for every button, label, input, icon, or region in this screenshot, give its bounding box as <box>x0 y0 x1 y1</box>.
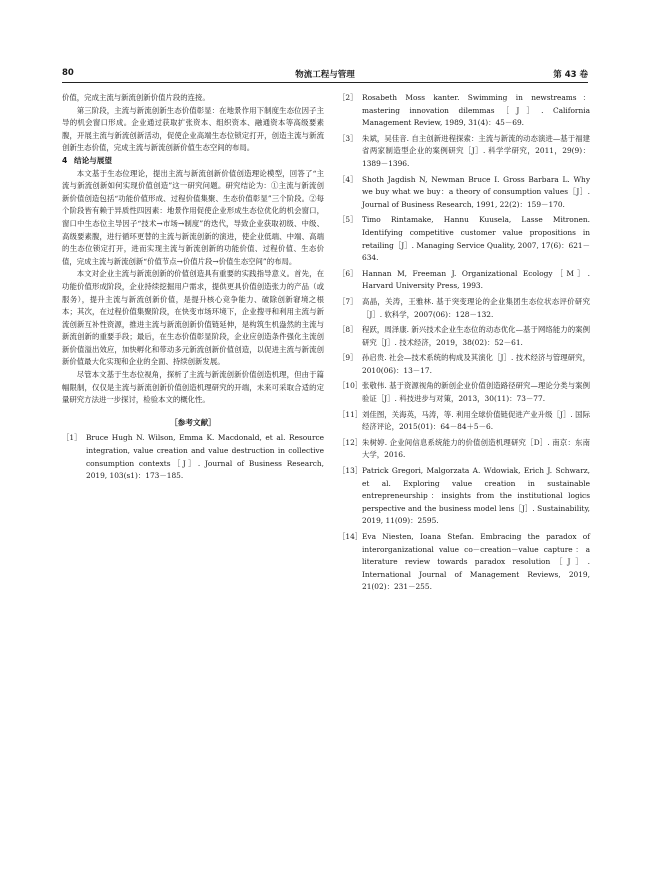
reference-item <box>338 296 590 321</box>
right-column <box>338 92 590 597</box>
reference-number: ［11］ <box>338 409 363 419</box>
reference-item <box>338 465 590 528</box>
reference-text: Bruce Hugh N. Wilson, Emma K. Macdonald, et al. Resource integration, value creation and value destruction in collective consumption contexts［J］. Journal of Business Research, 2019, 103(s1)：173－185. <box>86 433 324 481</box>
paragraph: 本文基于生态位理论，提出主流与新流创新价值创造理论模型，回答了“主流与新流创新如何实现价值创造”这一研究问题。研究结论为：①主流与新流创新价值创造包括“功能价值形成、过程价值集聚、生态价值彰显”三个阶段。②每个阶段皆有赖于异质性四因素：地景作用促使企业形成生态位优化的机会窗口，窗口中生态位主导因子“技术→市场→制度”的迭代，导致企业获取初级、中级、高级要素腹，进行循环更替的主流与新流创新的演进，使企业低端、中端、高端的生态位锁定打开，进而实现主流与新流创新的功能价值、过程价值、生态价值，完成主流与新流创新“价值节点→价值片段→价值生态空间”的布局。 <box>62 168 324 266</box>
reference-item <box>338 380 590 405</box>
reference-item <box>338 92 590 130</box>
reference-number: ［1］ <box>62 433 82 443</box>
references-heading: ［参考文献］ <box>170 417 216 427</box>
reference-number: ［13］ <box>338 466 363 476</box>
reference-item <box>338 268 590 293</box>
volume-label: 第 43 卷 <box>553 70 588 80</box>
reference-number: ［7］ <box>338 296 358 306</box>
reference-item <box>338 437 590 462</box>
paragraph: 本文对企业主流与新流创新的价值创造具有重要的实践指导意义。首先，在功能价值形成阶段，企业持续挖掘用户需求，提供更具价值创造张力的产品（或服务），提升主流与新流创新价值，是提升核心竞争能力、破除创新窘境之根本；其次，在过程价值集聚阶段，在快变市场环境下，企业搜寻和利用主流与新流创新互补性资源，推进主流与新流创新价值链延伸，是构筑生机盎然的主流与新流创新的重要手段；最后，在生态价值彰显阶段，企业应创造条件强化主流创新价值溢出效应，加快孵化和带动多元新流创新价值创造，以促进主流与新流创新价值最大化实现和企业的全面、持续创新发展。 <box>62 269 324 367</box>
reference-text: 张敬伟. 基于资源视角的新创企业价值创造路径研究—理论分类与案例验证［J］. 科技进步与对策，2013，30(11)：73－77. <box>362 381 590 404</box>
paragraph: 价值，完成主流与新流创新价值片段的连接。 <box>62 93 210 102</box>
reference-number: ［2］ <box>338 93 358 102</box>
reference-text: 孙启贵. 社会—技术系统的构成及其演化［J］. 技术经济与管理研究，2010(06)：13－17. <box>362 353 590 375</box>
reference-number: ［3］ <box>338 133 358 143</box>
page-header <box>62 66 588 83</box>
reference-number: ［9］ <box>338 353 358 363</box>
reference-text: 程跃，周泽康. 新兴技术企业生态位的动态优化—基于网络能力的案例研究［J］. 技术经济，2019，38(02)：52－61. <box>362 325 590 347</box>
paragraph: 尽管本文基于生态位视角，探析了主流与新流创新价值创造机理，但由于篇幅限制，仅仅是主流与新流创新价值创造机理研究的开端，未来可采取合适的定量研究方法进一步探讨，检验本文的概化性。 <box>62 370 324 405</box>
reference-item <box>338 409 590 434</box>
journal-name: 物流工程与管理 <box>295 70 355 80</box>
reference-text: Patrick Gregori, Malgorzata A. Wdowiak, Erich J. Schwarz, et al. Exploring value creation in sustainable entrepreneurship：insights from the institutional logics perspective and the business model lens［J］. Sustainability, 2019, 11(09)：2595. <box>362 466 590 526</box>
paragraph: 第三阶段，主流与新流创新生态价值彰显：在地景作用下制度生态位因子主导的机会窗口形成。企业通过获取扩张资本、组织资本、融通资本等高级要素腹，开展主流与新流创新活动，促使企业高端生态位锁定打开，创造主流与新流创新生态价值，完成主流与新流创新价值生态空间的布局。 <box>62 105 324 153</box>
page-number: 80 <box>62 68 74 78</box>
reference-number: ［6］ <box>338 268 358 278</box>
section-title: 结论与展望 <box>74 155 112 165</box>
reference-text: 朱树婷. 企业间信息系统能力的价值创造机理研究［D］. 南京：东南大学，2016. <box>362 437 590 460</box>
reference-number: ［12］ <box>338 437 363 447</box>
reference-item <box>338 214 590 264</box>
reference-item <box>338 531 590 594</box>
reference-item <box>338 174 590 212</box>
reference-text: 高晶，关涛，王雅林. 基于突变理论的企业集团生态位状态评价研究［J］. 软科学，2007(06)：128－132. <box>362 296 590 319</box>
left-column <box>62 92 324 486</box>
reference-item <box>338 324 590 349</box>
reference-item <box>338 133 590 171</box>
reference-text: Hannan M, Freeman J. Organizational Ecology［M］. Harvard University Press, 1993. <box>362 268 590 291</box>
reference-text: Timo Rintamake, Hannu Kuusela, Lasse Mitronen. Identifying competitive customer value propositions in retailing［J］. Managing Service Quality, 2007, 17(6)：621－634. <box>362 215 590 263</box>
reference-text: 刘佳图，关海英，马涛，等. 利用全球价值链促进产业升级［J］. 国际经济评论，2015(01)：64－84＋5－6. <box>362 409 590 432</box>
reference-item <box>62 432 324 482</box>
section-heading <box>62 155 324 168</box>
reference-text: Rosabeth Moss kanter. Swimming in newstreams：mastering innovation dilemmas［J］. California Management Review, 1989, 31(4)：45－69. <box>362 93 590 128</box>
reference-number: ［14］ <box>338 532 363 541</box>
section-number: 4 <box>62 155 68 165</box>
reference-item <box>338 352 590 377</box>
reference-text: 朱斌，吴佳音. 自主创新进程探索：主流与新流的动态演进—基于福建省两家制造型企业的案例研究［J］. 科学学研究，2011，29(9)：1389－1396. <box>362 133 590 168</box>
reference-number: ［4］ <box>338 174 358 184</box>
reference-number: ［5］ <box>338 215 358 225</box>
reference-text: Eva Niesten, Ioana Stefan. Embracing the paradox of interorganizational value co－creation－value capture：a literature review towards paradox resolution［J］. International Journal of Management Reviews, 2019, 21(02)：231－255. <box>362 532 590 592</box>
reference-number: ［8］ <box>338 325 358 335</box>
reference-text: Shoth Jagdish N, Newman Bruce I. Gross Barbara L. Why we buy what we buy：a theory of consumption values［J］. Journal of Business Research, 1991, 22(2)：159－170. <box>362 174 590 209</box>
reference-number: ［10］ <box>338 381 363 391</box>
